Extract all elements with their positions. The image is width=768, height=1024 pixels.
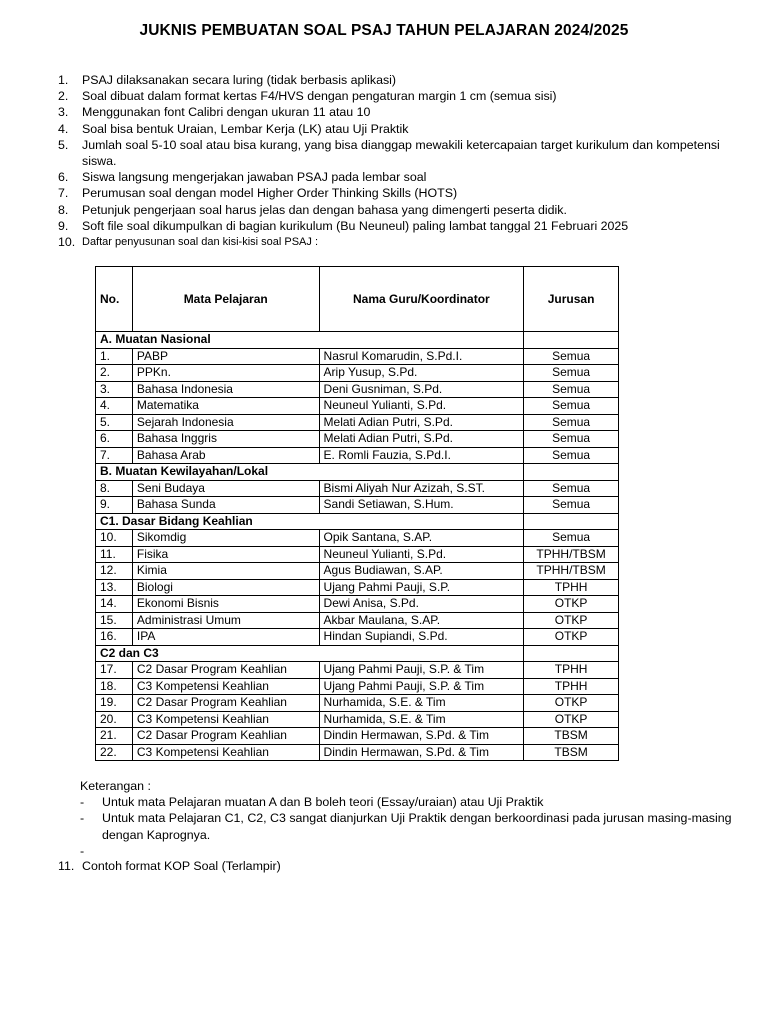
rule-item xyxy=(58,72,728,88)
rule-text: PSAJ dilaksanakan secara luring (tidak berbasis aplikasi) xyxy=(82,73,397,87)
cell-no: 2. xyxy=(96,365,133,382)
cell-no: 1. xyxy=(96,348,133,365)
cell-no: 18. xyxy=(96,678,133,695)
section-row xyxy=(96,645,619,662)
cell-teacher: Dewi Anisa, S.Pd. xyxy=(319,596,524,613)
section-label: A. Muatan Nasional xyxy=(96,332,524,349)
rule-item xyxy=(58,202,728,218)
rule-text: Daftar penyusunan soal dan kisi-kisi soal PSAJ : xyxy=(82,236,319,249)
cell-department: Semua xyxy=(524,497,619,514)
header-no: No. xyxy=(96,267,133,332)
cell-subject: C2 Dasar Program Keahlian xyxy=(132,695,319,712)
cell-no: 4. xyxy=(96,398,133,415)
subject-table xyxy=(95,266,619,761)
rule-item-last xyxy=(58,858,281,874)
note-text: Untuk mata Pelajaran muatan A dan B boleh teori (Essay/uraian) atau Uji Praktik xyxy=(102,795,544,810)
cell-subject: Sejarah Indonesia xyxy=(132,414,319,431)
cell-subject: Matematika xyxy=(132,398,319,415)
rule-number: 10. xyxy=(58,235,76,250)
table-row xyxy=(96,381,619,398)
cell-department: OTKP xyxy=(524,596,619,613)
cell-teacher: E. Romli Fauzia, S.Pd.I. xyxy=(319,447,524,464)
section-empty-cell xyxy=(524,513,619,530)
cell-department: Semua xyxy=(524,365,619,382)
rule-number: 2. xyxy=(58,89,69,104)
rule-item xyxy=(58,104,728,120)
cell-no: 21. xyxy=(96,728,133,745)
cell-department: OTKP xyxy=(524,629,619,646)
cell-no: 10. xyxy=(96,530,133,547)
rule-text: Soal dibuat dalam format kertas F4/HVS dengan pengaturan margin 1 cm (semua sisi) xyxy=(82,89,557,104)
rule-number: 4. xyxy=(58,121,69,136)
cell-department: OTKP xyxy=(524,711,619,728)
cell-no: 3. xyxy=(96,381,133,398)
rule-text: Siswa langsung mengerjakan jawaban PSAJ pada lembar soal xyxy=(82,170,427,185)
table-row xyxy=(96,546,619,563)
header-department: Jurusan xyxy=(524,267,619,332)
section-label: C2 dan C3 xyxy=(96,645,524,662)
cell-subject: Bahasa Indonesia xyxy=(132,381,319,398)
cell-subject: Bahasa Arab xyxy=(132,447,319,464)
rule-item xyxy=(58,185,728,201)
header-teacher: Nama Guru/Koordinator xyxy=(319,267,524,332)
rule-item xyxy=(58,137,728,169)
cell-department: TPHH xyxy=(524,662,619,679)
cell-department: Semua xyxy=(524,431,619,448)
note-item xyxy=(80,794,740,810)
rule-text: Perumusan soal dengan model Higher Order Thinking Skills (HOTS) xyxy=(82,186,458,201)
cell-department: TPHH/TBSM xyxy=(524,563,619,580)
table-row xyxy=(96,414,619,431)
cell-subject: PPKn. xyxy=(132,365,319,382)
cell-no: 14. xyxy=(96,596,133,613)
table-row xyxy=(96,480,619,497)
cell-teacher: Agus Budiawan, S.AP. xyxy=(319,563,524,580)
cell-teacher: Deni Gusniman, S.Pd. xyxy=(319,381,524,398)
rule-item xyxy=(58,169,728,185)
table-row xyxy=(96,678,619,695)
cell-no: 9. xyxy=(96,497,133,514)
cell-subject: Biologi xyxy=(132,579,319,596)
table-row xyxy=(96,447,619,464)
cell-department: TBSM xyxy=(524,728,619,745)
note-dash: - xyxy=(80,795,85,810)
rule-number: 6. xyxy=(58,170,69,185)
cell-no: 22. xyxy=(96,744,133,761)
table-row xyxy=(96,695,619,712)
section-empty-cell xyxy=(524,464,619,481)
section-row xyxy=(96,513,619,530)
note-text: Untuk mata Pelajaran C1, C2, C3 sangat dianjurkan Uji Praktik dengan berkoordinasi pada jurusan masing-masing dengan Kaprognya. xyxy=(102,811,732,842)
table-row xyxy=(96,398,619,415)
table-row xyxy=(96,711,619,728)
table-row xyxy=(96,563,619,580)
cell-no: 5. xyxy=(96,414,133,431)
rule-number: 3. xyxy=(58,105,69,120)
cell-department: Semua xyxy=(524,447,619,464)
cell-no: 13. xyxy=(96,579,133,596)
cell-subject: PABP xyxy=(132,348,319,365)
cell-no: 11. xyxy=(96,546,133,563)
cell-teacher: Akbar Maulana, S.AP. xyxy=(319,612,524,629)
rule-text: Petunjuk pengerjaan soal harus jelas dan dengan bahasa yang dimengerti peserta didik. xyxy=(82,202,567,217)
cell-subject: Administrasi Umum xyxy=(132,612,319,629)
cell-department: Semua xyxy=(524,480,619,497)
rule-text: Soal bisa bentuk Uraian, Lembar Kerja (LK) atau Uji Praktik xyxy=(82,121,409,136)
rule-number: 5. xyxy=(58,137,69,152)
table-row xyxy=(96,348,619,365)
table-row xyxy=(96,612,619,629)
cell-teacher: Arip Yusup, S.Pd. xyxy=(319,365,524,382)
cell-no: 6. xyxy=(96,431,133,448)
notes-block xyxy=(80,778,740,858)
rule-text: Jumlah soal 5-10 soal atau bisa kurang, yang bisa dianggap mewakili ketercapaian target kurikulum dan kompetensi siswa. xyxy=(82,137,720,169)
cell-no: 19. xyxy=(96,695,133,712)
cell-teacher: Dindin Hermawan, S.Pd. & Tim xyxy=(319,744,524,761)
cell-subject: Ekonomi Bisnis xyxy=(132,596,319,613)
cell-subject: C3 Kompetensi Keahlian xyxy=(132,711,319,728)
table-row xyxy=(96,431,619,448)
cell-department: Semua xyxy=(524,414,619,431)
rule-number: 9. xyxy=(58,218,69,233)
cell-subject: C2 Dasar Program Keahlian xyxy=(132,662,319,679)
cell-subject: Fisika xyxy=(132,546,319,563)
table-row xyxy=(96,744,619,761)
cell-teacher: Neuneul Yulianti, S.Pd. xyxy=(319,546,524,563)
table-row xyxy=(96,579,619,596)
table-body xyxy=(96,332,619,761)
cell-subject: Sikomdig xyxy=(132,530,319,547)
cell-teacher: Bismi Aliyah Nur Azizah, S.ST. xyxy=(319,480,524,497)
cell-teacher: Dindin Hermawan, S.Pd. & Tim xyxy=(319,728,524,745)
section-label: C1. Dasar Bidang Keahlian xyxy=(96,513,524,530)
cell-subject: Seni Budaya xyxy=(132,480,319,497)
cell-teacher: Opik Santana, S.AP. xyxy=(319,530,524,547)
cell-teacher: Hindan Supiandi, S.Pd. xyxy=(319,629,524,646)
rule-item xyxy=(58,234,728,250)
table-row xyxy=(96,497,619,514)
cell-subject: C2 Dasar Program Keahlian xyxy=(132,728,319,745)
note-dash: - xyxy=(80,811,85,826)
cell-no: 7. xyxy=(96,447,133,464)
section-label: B. Muatan Kewilayahan/Lokal xyxy=(96,464,524,481)
table-row xyxy=(96,662,619,679)
rule-text: Menggunakan font Calibri dengan ukuran 11 atau 10 xyxy=(82,105,371,120)
section-empty-cell xyxy=(524,332,619,349)
cell-subject: C3 Kompetensi Keahlian xyxy=(132,678,319,695)
cell-subject: IPA xyxy=(132,629,319,646)
section-empty-cell xyxy=(524,645,619,662)
cell-department: TPHH xyxy=(524,678,619,695)
cell-department: OTKP xyxy=(524,612,619,629)
rule-number: 11. xyxy=(58,859,75,873)
section-row xyxy=(96,464,619,481)
rule-item xyxy=(58,88,728,104)
cell-teacher: Ujang Pahmi Pauji, S.P. & Tim xyxy=(319,662,524,679)
note-dash: - xyxy=(80,843,85,858)
rule-item xyxy=(58,218,728,234)
cell-department: Semua xyxy=(524,381,619,398)
rule-number: 1. xyxy=(58,73,69,87)
table-header-row xyxy=(96,267,619,332)
page-title: JUKNIS PEMBUATAN SOAL PSAJ TAHUN PELAJARAN 2024/2025 xyxy=(139,22,629,39)
note-item xyxy=(80,810,740,842)
table-row xyxy=(96,629,619,646)
cell-teacher: Sandi Setiawan, S.Hum. xyxy=(319,497,524,514)
cell-department: TPHH xyxy=(524,579,619,596)
cell-department: Semua xyxy=(524,530,619,547)
cell-department: Semua xyxy=(524,348,619,365)
cell-teacher: Nurhamida, S.E. & Tim xyxy=(319,711,524,728)
cell-department: TBSM xyxy=(524,744,619,761)
cell-teacher: Ujang Pahmi Pauji, S.P. xyxy=(319,579,524,596)
cell-department: TPHH/TBSM xyxy=(524,546,619,563)
cell-department: OTKP xyxy=(524,695,619,712)
cell-no: 16. xyxy=(96,629,133,646)
header-subject: Mata Pelajaran xyxy=(132,267,319,332)
table-row xyxy=(96,530,619,547)
cell-teacher: Ujang Pahmi Pauji, S.P. & Tim xyxy=(319,678,524,695)
cell-teacher: Melati Adian Putri, S.Pd. xyxy=(319,414,524,431)
rules-list xyxy=(58,72,728,250)
cell-department: Semua xyxy=(524,398,619,415)
cell-no: 20. xyxy=(96,711,133,728)
cell-no: 17. xyxy=(96,662,133,679)
notes-heading: Keterangan : xyxy=(80,779,151,793)
cell-subject: Bahasa Sunda xyxy=(132,497,319,514)
rule-number: 8. xyxy=(58,202,69,217)
cell-no: 8. xyxy=(96,480,133,497)
rule-item xyxy=(58,121,728,137)
table-row xyxy=(96,728,619,745)
cell-subject: Bahasa Inggris xyxy=(132,431,319,448)
cell-teacher: Nasrul Komarudin, S.Pd.I. xyxy=(319,348,524,365)
cell-subject: C3 Kompetensi Keahlian xyxy=(132,744,319,761)
cell-no: 15. xyxy=(96,612,133,629)
cell-teacher: Nurhamida, S.E. & Tim xyxy=(319,695,524,712)
section-row xyxy=(96,332,619,349)
cell-subject: Kimia xyxy=(132,563,319,580)
cell-teacher: Melati Adian Putri, S.Pd. xyxy=(319,431,524,448)
table-row xyxy=(96,365,619,382)
rule-text: Soft file soal dikumpulkan di bagian kurikulum (Bu Neuneul) paling lambat tanggal 21 Februari 2025 xyxy=(82,218,629,233)
rule-number: 7. xyxy=(58,186,69,201)
cell-teacher: Neuneul Yulianti, S.Pd. xyxy=(319,398,524,415)
cell-no: 12. xyxy=(96,563,133,580)
rule-text: Contoh format KOP Soal (Terlampir) xyxy=(82,859,281,873)
table-row xyxy=(96,596,619,613)
